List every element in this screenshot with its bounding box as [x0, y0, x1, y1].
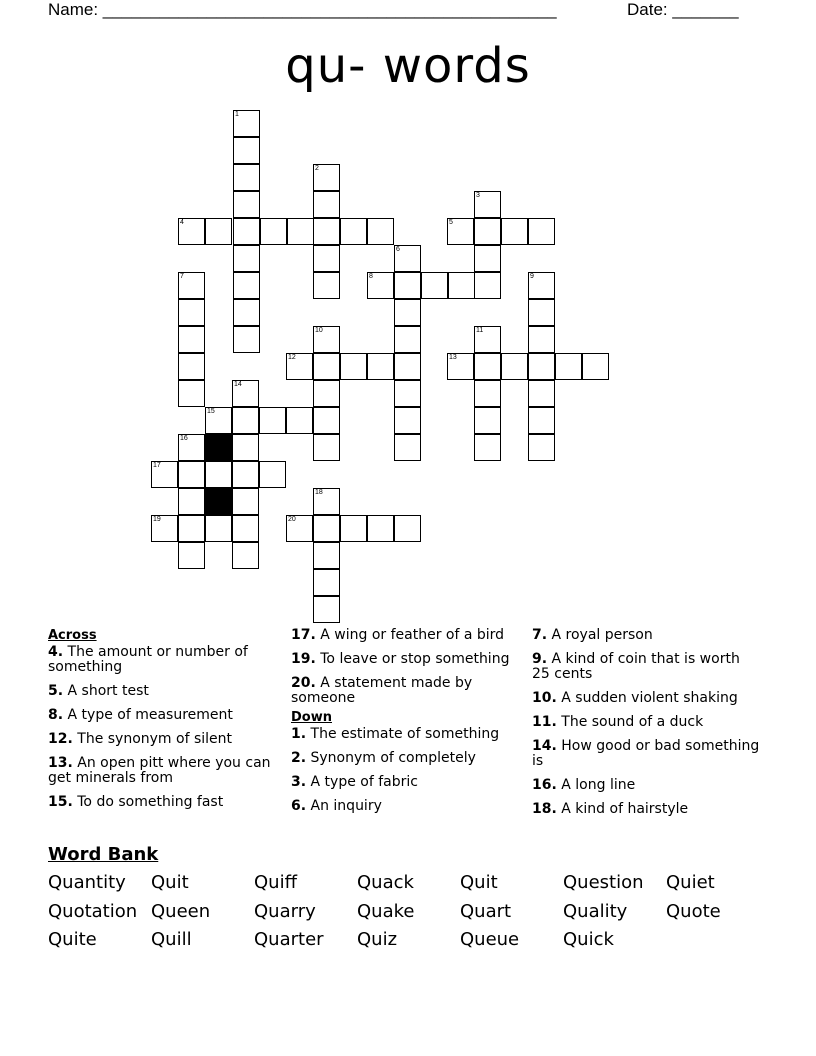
grid-cell[interactable] [233, 137, 260, 164]
clue-item [48, 732, 278, 747]
word-bank-word: Quiff [254, 872, 297, 893]
clue-number-label: 7. [532, 627, 548, 643]
grid-cell[interactable] [232, 380, 259, 407]
grid-cell[interactable] [394, 326, 421, 353]
clue-item [48, 708, 278, 723]
clue-text: How good or bad something is [532, 738, 760, 769]
grid-cell[interactable] [260, 218, 287, 245]
clue-number-label: 14. [532, 738, 557, 754]
word-bank-word: Queen [151, 900, 211, 922]
grid-cell[interactable] [474, 191, 501, 218]
clue-number-label: 4. [48, 644, 64, 660]
grid-cell[interactable] [447, 218, 474, 245]
word-bank-word: Quack [357, 872, 414, 893]
clue-number: 16 [180, 435, 188, 442]
grid-cell[interactable] [313, 542, 340, 569]
grid-cell[interactable] [178, 434, 205, 461]
grid-cell[interactable] [205, 407, 232, 434]
down-clue-list [291, 727, 521, 814]
grid-cell[interactable] [474, 434, 501, 461]
clue-number-label: 3. [291, 774, 307, 790]
clue-column-1 [48, 628, 278, 819]
grid-cell[interactable] [233, 191, 260, 218]
clue-number-label: 11. [532, 714, 557, 730]
grid-cell[interactable] [287, 218, 314, 245]
clue-item [532, 739, 762, 769]
clue-item [291, 676, 521, 706]
clue-text: A wing or feather of a bird [315, 627, 505, 643]
clue-text: A long line [556, 777, 636, 793]
clue-item [532, 715, 762, 730]
word-bank-word: Quiz [357, 929, 398, 950]
word-bank-word: Quotation [48, 900, 138, 922]
date-field-label: Date: _______ [627, 0, 739, 19]
word-bank-word: Quarry [254, 900, 316, 922]
clue-text: The amount or number of something [48, 644, 248, 675]
clue-text: The sound of a duck [556, 714, 704, 730]
word-bank-word: Quake [357, 900, 415, 922]
clue-number: 1 [235, 111, 239, 118]
grid-cell[interactable] [474, 218, 501, 245]
clue-number-label: 5. [48, 683, 64, 699]
clue-number-label: 16. [532, 777, 557, 793]
grid-cell[interactable] [178, 488, 205, 515]
grid-cell[interactable] [313, 515, 340, 542]
grid-cell[interactable] [394, 434, 421, 461]
grid-cell[interactable] [367, 515, 394, 542]
clue-number: 18 [315, 489, 323, 496]
word-bank-word: Quart [460, 900, 512, 922]
word-bank-word: Quite [48, 929, 97, 950]
clue-number: 4 [180, 219, 184, 226]
grid-cell[interactable] [394, 515, 421, 542]
grid-cell[interactable] [313, 218, 340, 245]
grid-cell[interactable] [313, 164, 340, 191]
clue-item [291, 751, 521, 766]
word-bank-word: Quill [151, 929, 192, 950]
clue-text: The estimate of something [306, 726, 500, 742]
grid-cell[interactable] [474, 326, 501, 353]
grid-cell[interactable] [232, 461, 259, 488]
word-bank-word: Quantity [48, 872, 126, 893]
grid-cell[interactable] [151, 515, 178, 542]
clue-number-label: 17. [291, 627, 316, 643]
clue-number: 19 [153, 516, 161, 523]
grid-cell[interactable] [340, 353, 367, 380]
grid-cell[interactable] [313, 245, 340, 272]
grid-cell[interactable] [528, 353, 555, 380]
grid-cell[interactable] [233, 218, 260, 245]
grid-cell[interactable] [233, 272, 260, 299]
grid-cell[interactable] [528, 407, 555, 434]
clue-column-3 [532, 628, 762, 826]
grid-cell[interactable] [474, 245, 501, 272]
word-bank-word: Quote [666, 900, 721, 922]
clue-text: A sudden violent shaking [556, 690, 738, 706]
clue-item [532, 802, 762, 817]
word-bank-word: Quick [563, 929, 614, 950]
grid-cell[interactable] [313, 380, 340, 407]
grid-cell[interactable] [394, 299, 421, 326]
grid-cell[interactable] [313, 488, 340, 515]
clue-column-2 [291, 628, 521, 823]
clue-number-label: 15. [48, 794, 73, 810]
clue-number: 10 [315, 327, 323, 334]
grid-cell[interactable] [232, 542, 259, 569]
grid-cell[interactable] [313, 191, 340, 218]
grid-cell[interactable] [286, 407, 313, 434]
clue-item [532, 778, 762, 793]
grid-cell[interactable] [528, 380, 555, 407]
grid-cell[interactable] [474, 407, 501, 434]
down-clue-list-continued [532, 628, 762, 817]
word-bank-word: Quit [151, 872, 189, 893]
grid-cell[interactable] [259, 461, 286, 488]
grid-cell[interactable] [340, 515, 367, 542]
clue-number-label: 2. [291, 750, 307, 766]
word-bank-word: Queue [460, 929, 520, 950]
clue-text: A kind of coin that is worth 25 cents [532, 651, 740, 682]
clue-text: A statement made by someone [291, 675, 473, 706]
clue-number-label: 8. [48, 707, 64, 723]
clue-item [291, 652, 521, 667]
grid-cell[interactable] [233, 245, 260, 272]
grid-cell[interactable] [286, 515, 313, 542]
grid-cell[interactable] [178, 353, 205, 380]
grid-cell[interactable] [313, 326, 340, 353]
grid-cell[interactable] [178, 380, 205, 407]
clue-number: 12 [288, 354, 296, 361]
grid-cell[interactable] [448, 272, 475, 299]
grid-cell[interactable] [394, 380, 421, 407]
grid-cell[interactable] [178, 461, 205, 488]
blocked-cell [205, 434, 232, 461]
clue-text: A royal person [547, 627, 653, 643]
grid-cell[interactable] [313, 272, 340, 299]
grid-cell[interactable] [313, 569, 340, 596]
clue-item [291, 628, 521, 643]
clue-item [291, 799, 521, 814]
grid-cell[interactable] [205, 218, 232, 245]
grid-cell[interactable] [582, 353, 609, 380]
grid-cell[interactable] [394, 353, 421, 380]
word-bank-word: Quality [563, 900, 628, 922]
grid-cell[interactable] [528, 326, 555, 353]
clue-item [532, 652, 762, 682]
grid-cell[interactable] [501, 353, 528, 380]
grid-cell[interactable] [367, 353, 394, 380]
clue-text: An inquiry [306, 798, 382, 814]
grid-cell[interactable] [447, 353, 474, 380]
grid-cell[interactable] [474, 272, 501, 299]
clue-item [48, 756, 278, 786]
grid-cell[interactable] [313, 353, 340, 380]
grid-cell[interactable] [286, 353, 313, 380]
clue-text: To do something fast [72, 794, 224, 810]
clue-item [48, 795, 278, 810]
clue-number-label: 13. [48, 755, 73, 771]
name-field-label: Name: ________________________________________________ [48, 0, 557, 19]
clue-item [48, 684, 278, 699]
clue-text: A short test [63, 683, 149, 699]
grid-cell[interactable] [178, 515, 205, 542]
clue-number: 20 [288, 516, 296, 523]
grid-cell[interactable] [178, 272, 205, 299]
clue-number-label: 20. [291, 675, 316, 691]
clue-number: 14 [234, 381, 242, 388]
clue-item [48, 645, 278, 675]
grid-cell[interactable] [232, 488, 259, 515]
word-bank-word: Quit [460, 872, 498, 893]
grid-cell[interactable] [259, 407, 286, 434]
grid-cell[interactable] [367, 272, 394, 299]
clue-item [532, 691, 762, 706]
grid-cell[interactable] [555, 353, 582, 380]
clue-number: 7 [180, 273, 184, 280]
grid-cell[interactable] [313, 407, 340, 434]
clue-number-label: 6. [291, 798, 307, 814]
down-heading: Down [291, 710, 332, 725]
grid-cell[interactable] [528, 434, 555, 461]
grid-cell[interactable] [474, 353, 501, 380]
grid-cell[interactable] [313, 596, 340, 623]
grid-cell[interactable] [232, 515, 259, 542]
clue-text: An open pitt where you can get minerals from [48, 755, 271, 786]
grid-cell[interactable] [232, 407, 259, 434]
grid-cell[interactable] [233, 110, 260, 137]
clue-number: 5 [449, 219, 453, 226]
clue-number-label: 12. [48, 731, 73, 747]
clue-number: 15 [207, 408, 215, 415]
clue-text: Synonym of completely [306, 750, 476, 766]
clue-number: 11 [476, 327, 484, 334]
clue-number-label: 9. [532, 651, 548, 667]
across-clue-list [48, 645, 278, 810]
clue-text: A type of fabric [306, 774, 418, 790]
word-bank-title: Word Bank [48, 844, 159, 865]
word-bank-word: Quarter [254, 929, 324, 950]
clue-item [532, 628, 762, 643]
clue-number-label: 19. [291, 651, 316, 667]
clue-text: A kind of hairstyle [556, 801, 689, 817]
clue-number: 17 [153, 462, 161, 469]
clue-text: The synonym of silent [72, 731, 233, 747]
clue-number: 2 [315, 165, 319, 172]
grid-cell[interactable] [340, 218, 367, 245]
blocked-cell [205, 488, 232, 515]
clue-number: 6 [396, 246, 400, 253]
grid-cell[interactable] [178, 299, 205, 326]
grid-cell[interactable] [233, 164, 260, 191]
grid-cell[interactable] [205, 515, 232, 542]
clue-item [291, 775, 521, 790]
grid-cell[interactable] [233, 299, 260, 326]
grid-cell[interactable] [367, 218, 394, 245]
page-title: qu- words [285, 38, 531, 94]
grid-cell[interactable] [394, 272, 421, 299]
across-clue-list-continued [291, 628, 521, 706]
grid-cell[interactable] [528, 218, 555, 245]
grid-cell[interactable] [528, 299, 555, 326]
clue-number: 13 [449, 354, 457, 361]
grid-cell[interactable] [205, 461, 232, 488]
grid-cell[interactable] [501, 218, 528, 245]
clue-number-label: 1. [291, 726, 307, 742]
clue-item [291, 727, 521, 742]
clue-number-label: 10. [532, 690, 557, 706]
grid-cell[interactable] [394, 407, 421, 434]
clue-number: 3 [476, 192, 480, 199]
clue-number: 9 [530, 273, 534, 280]
grid-cell[interactable] [421, 272, 448, 299]
grid-cell[interactable] [313, 434, 340, 461]
across-heading: Across [48, 628, 97, 643]
grid-cell[interactable] [394, 245, 421, 272]
word-bank-word: Quiet [666, 872, 715, 893]
word-bank-word: Question [563, 872, 644, 893]
clue-number-label: 18. [532, 801, 557, 817]
grid-cell[interactable] [178, 218, 205, 245]
grid-cell[interactable] [233, 326, 260, 353]
grid-cell[interactable] [474, 380, 501, 407]
grid-cell[interactable] [528, 272, 555, 299]
clue-number: 8 [369, 273, 373, 280]
grid-cell[interactable] [178, 542, 205, 569]
clue-text: To leave or stop something [315, 651, 510, 667]
grid-cell[interactable] [151, 461, 178, 488]
grid-cell[interactable] [232, 434, 259, 461]
grid-cell[interactable] [178, 326, 205, 353]
clue-text: A type of measurement [63, 707, 233, 723]
